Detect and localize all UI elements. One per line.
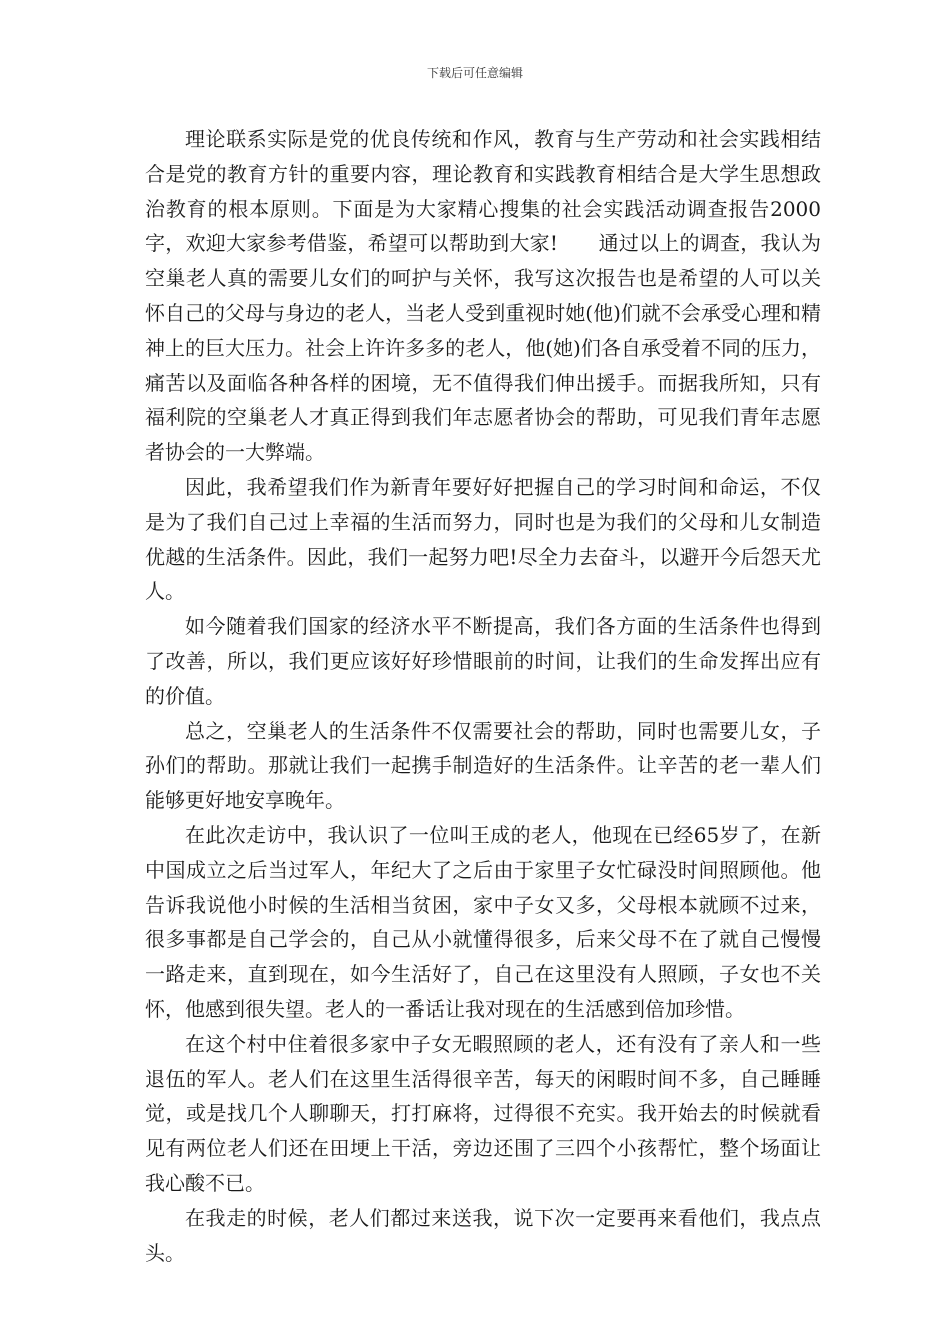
paragraph-visit: 在此次走访中，我认识了一位叫王成的老人，他现在已经65岁了，在新中国成立之后当过军人，年纪大了之后由于家里子女忙碌没时间照顾他。他告诉我说他小时候的生活相当贫困，家中子女又多，父母根本就顾不过来，很多事都是自己学会的，自己从小就懂得很多，后来父母不在了就自己慢慢一路走来，直到现在，如今生活好了，自己在这里没有人照顾，子女也不关怀，他感到很失望。老人的一番话让我对现在的生活感到倍加珍惜。 bbox=[145, 822, 821, 1021]
paragraph-summary: 总之，空巢老人的生活条件不仅需要社会的帮助，同时也需要儿女，子孙们的帮助。那就让我们一起携手制造好的生活条件。让辛苦的老一辈人们能够更好地安享晚年。 bbox=[145, 718, 821, 813]
page-header: 下载后可任意编辑 bbox=[426, 66, 523, 80]
paragraph-economy: 如今随着我们国家的经济水平不断提高，我们各方面的生活条件也得到了改善，所以，我们更应该好好珍惜眼前的时间，让我们的生命发挥出应有的价值。 bbox=[145, 614, 821, 708]
document-body bbox=[145, 122, 821, 1270]
paragraph-village: 在这个村中住着很多家中子女无暇照顾的老人，还有没有了亲人和一些退伍的军人。老人们在这里生活得很辛苦，每天的闲暇时间不多，自己睡睡觉，或是找几个人聊聊天，打打麻将，过得很不充实。我开始去的时候就看见有两位老人们还在田埂上干活，旁边还围了三四个小孩帮忙，整个场面让我心酸不已。 bbox=[145, 1031, 821, 1195]
paragraph-farewell: 在我走的时候，老人们都过来送我，说下次一定要再来看他们，我点点头。 bbox=[145, 1205, 821, 1265]
paragraph-intro: 理论联系实际是党的优良传统和作风，教育与生产劳动和社会实践相结合是党的教育方针的重要内容，理论教育和实践教育相结合是大学生思想政治教育的根本原则。下面是为大家精心搜集的社会实践活动调查报告2000字，欢迎大家参考借鉴，希望可以帮助到大家! 通过以上的调查，我认为空巢老人真的需要儿女们的呵护与关怀，我写这次报告也是希望的人可以关怀自己的父母与身边的老人，当老人受到重视时她(他)们就不会承受心理和精神上的巨大压力。社会上许许多多的老人，他(她)们各自承受着不同的压力，痛苦以及面临各种各样的困境，无不值得我们伸出援手。而据我所知，只有福利院的空巢老人才真正得到我们年志愿者协会的帮助，可见我们青年志愿者协会的一大弊端。 bbox=[145, 127, 821, 465]
paragraph-hope: 因此，我希望我们作为新青年要好好把握自己的学习时间和命运，不仅是为了我们自己过上幸福的生活而努力，同时也是为我们的父母和儿女制造优越的生活条件。因此，我们一起努力吧!尽全力去奋斗，以避开今后怨天尤人。 bbox=[145, 474, 821, 604]
